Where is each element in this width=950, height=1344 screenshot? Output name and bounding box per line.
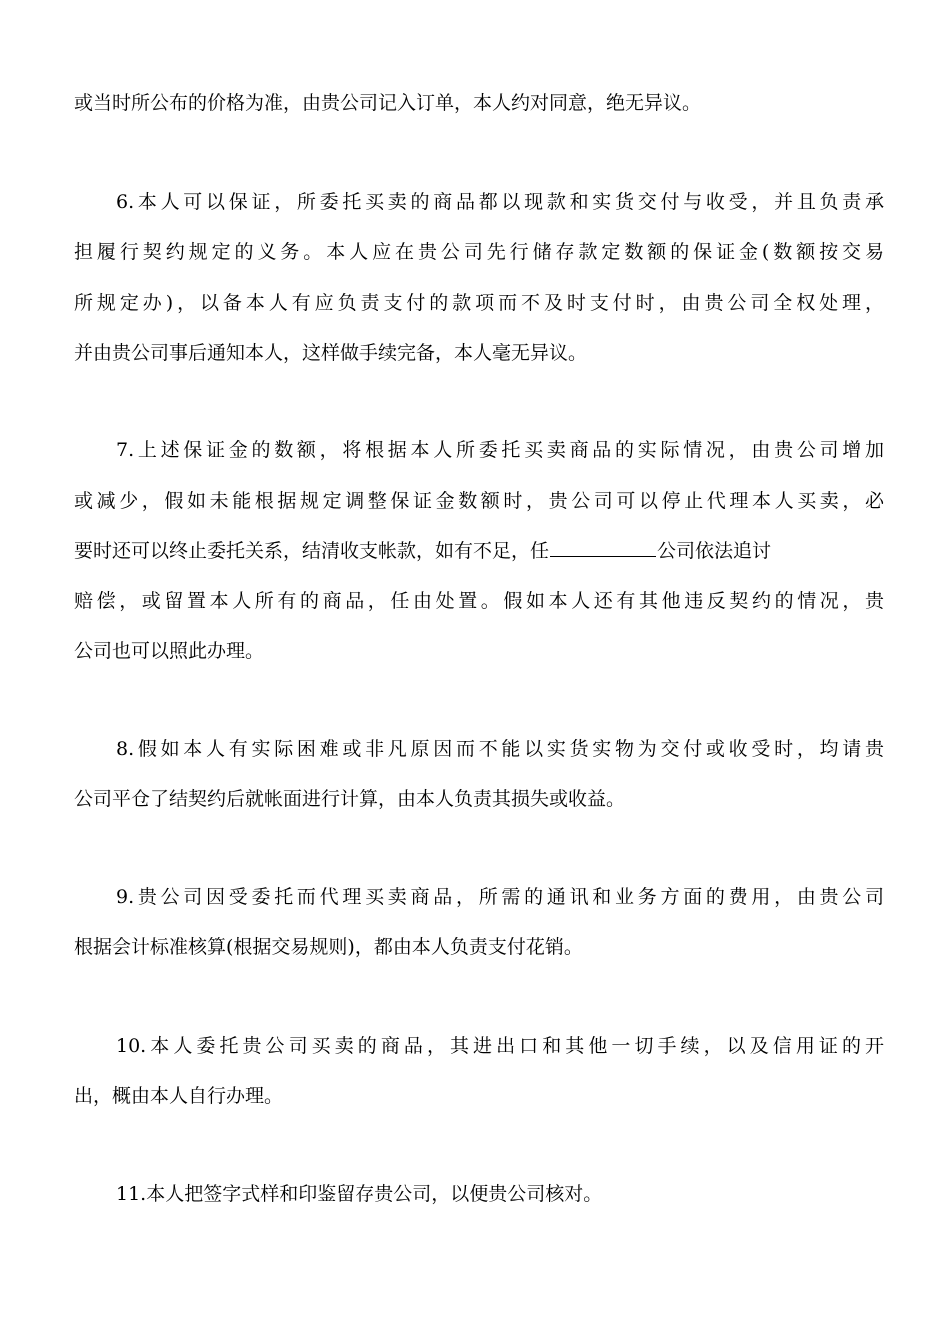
paragraph-5-tail-line-1: 或当时所公布的价格为准，由贵公司记入订单，本人约对同意，绝无异议。 (74, 92, 702, 114)
paragraph-7-line-2: 或减少，假如未能根据规定调整保证金数额时，贵公司可以停止代理本人买卖，必 (74, 490, 884, 512)
paragraph-10-line-2: 出，概由本人自行办理。 (74, 1085, 284, 1107)
paragraph-6-line-2: 担履行契约规定的义务。本人应在贵公司先行储存款定数额的保证金(数额按交易 (74, 241, 884, 263)
paragraph-9-line-1: 9.贵公司因受委托而代理买卖商品，所需的通讯和业务方面的费用，由贵公司 (116, 886, 884, 908)
paragraph-6-line-3: 所规定办)，以备本人有应负责支付的款项而不及时支付时，由贵公司全权处理， (74, 292, 884, 314)
fill-in-blank (550, 538, 656, 557)
paragraph-7-line-3-part-a: 要时还可以终止委托关系，结清收支帐款，如有不足，任 (74, 540, 550, 562)
paragraph-9-line-2: 根据会计标准核算(根据交易规则)，都由本人负责支付花销。 (74, 936, 583, 958)
paragraph-11-line-1: 11.本人把签字式样和印鉴留存贵公司，以便贵公司核对。 (116, 1183, 603, 1205)
paragraph-7-line-5: 公司也可以照此办理。 (74, 640, 265, 662)
paragraph-7-line-1: 7.上述保证金的数额，将根据本人所委托买卖商品的实际情况，由贵公司增加 (116, 439, 884, 461)
paragraph-8-line-1: 8.假如本人有实际困难或非凡原因而不能以实货实物为交付或收受时，均请贵 (116, 738, 884, 760)
paragraph-8-line-2: 公司平仓了结契约后就帐面进行计算，由本人负责其损失或收益。 (74, 788, 626, 810)
paragraph-10-line-1: 10.本人委托贵公司买卖的商品，其进出口和其他一切手续，以及信用证的开 (116, 1035, 884, 1057)
paragraph-6-line-4: 并由贵公司事后通知本人，这样做手续完备，本人毫无异议。 (74, 342, 588, 364)
paragraph-7-line-3-part-b: 公司依法追讨 (657, 540, 772, 562)
paragraph-6-line-1: 6.本人可以保证，所委托买卖的商品都以现款和实货交付与收受，并且负责承 (116, 191, 884, 213)
paragraph-7-line-3 (74, 538, 884, 564)
paragraph-7-line-4: 赔偿，或留置本人所有的商品，任由处置。假如本人还有其他违反契约的情况，贵 (74, 590, 884, 612)
